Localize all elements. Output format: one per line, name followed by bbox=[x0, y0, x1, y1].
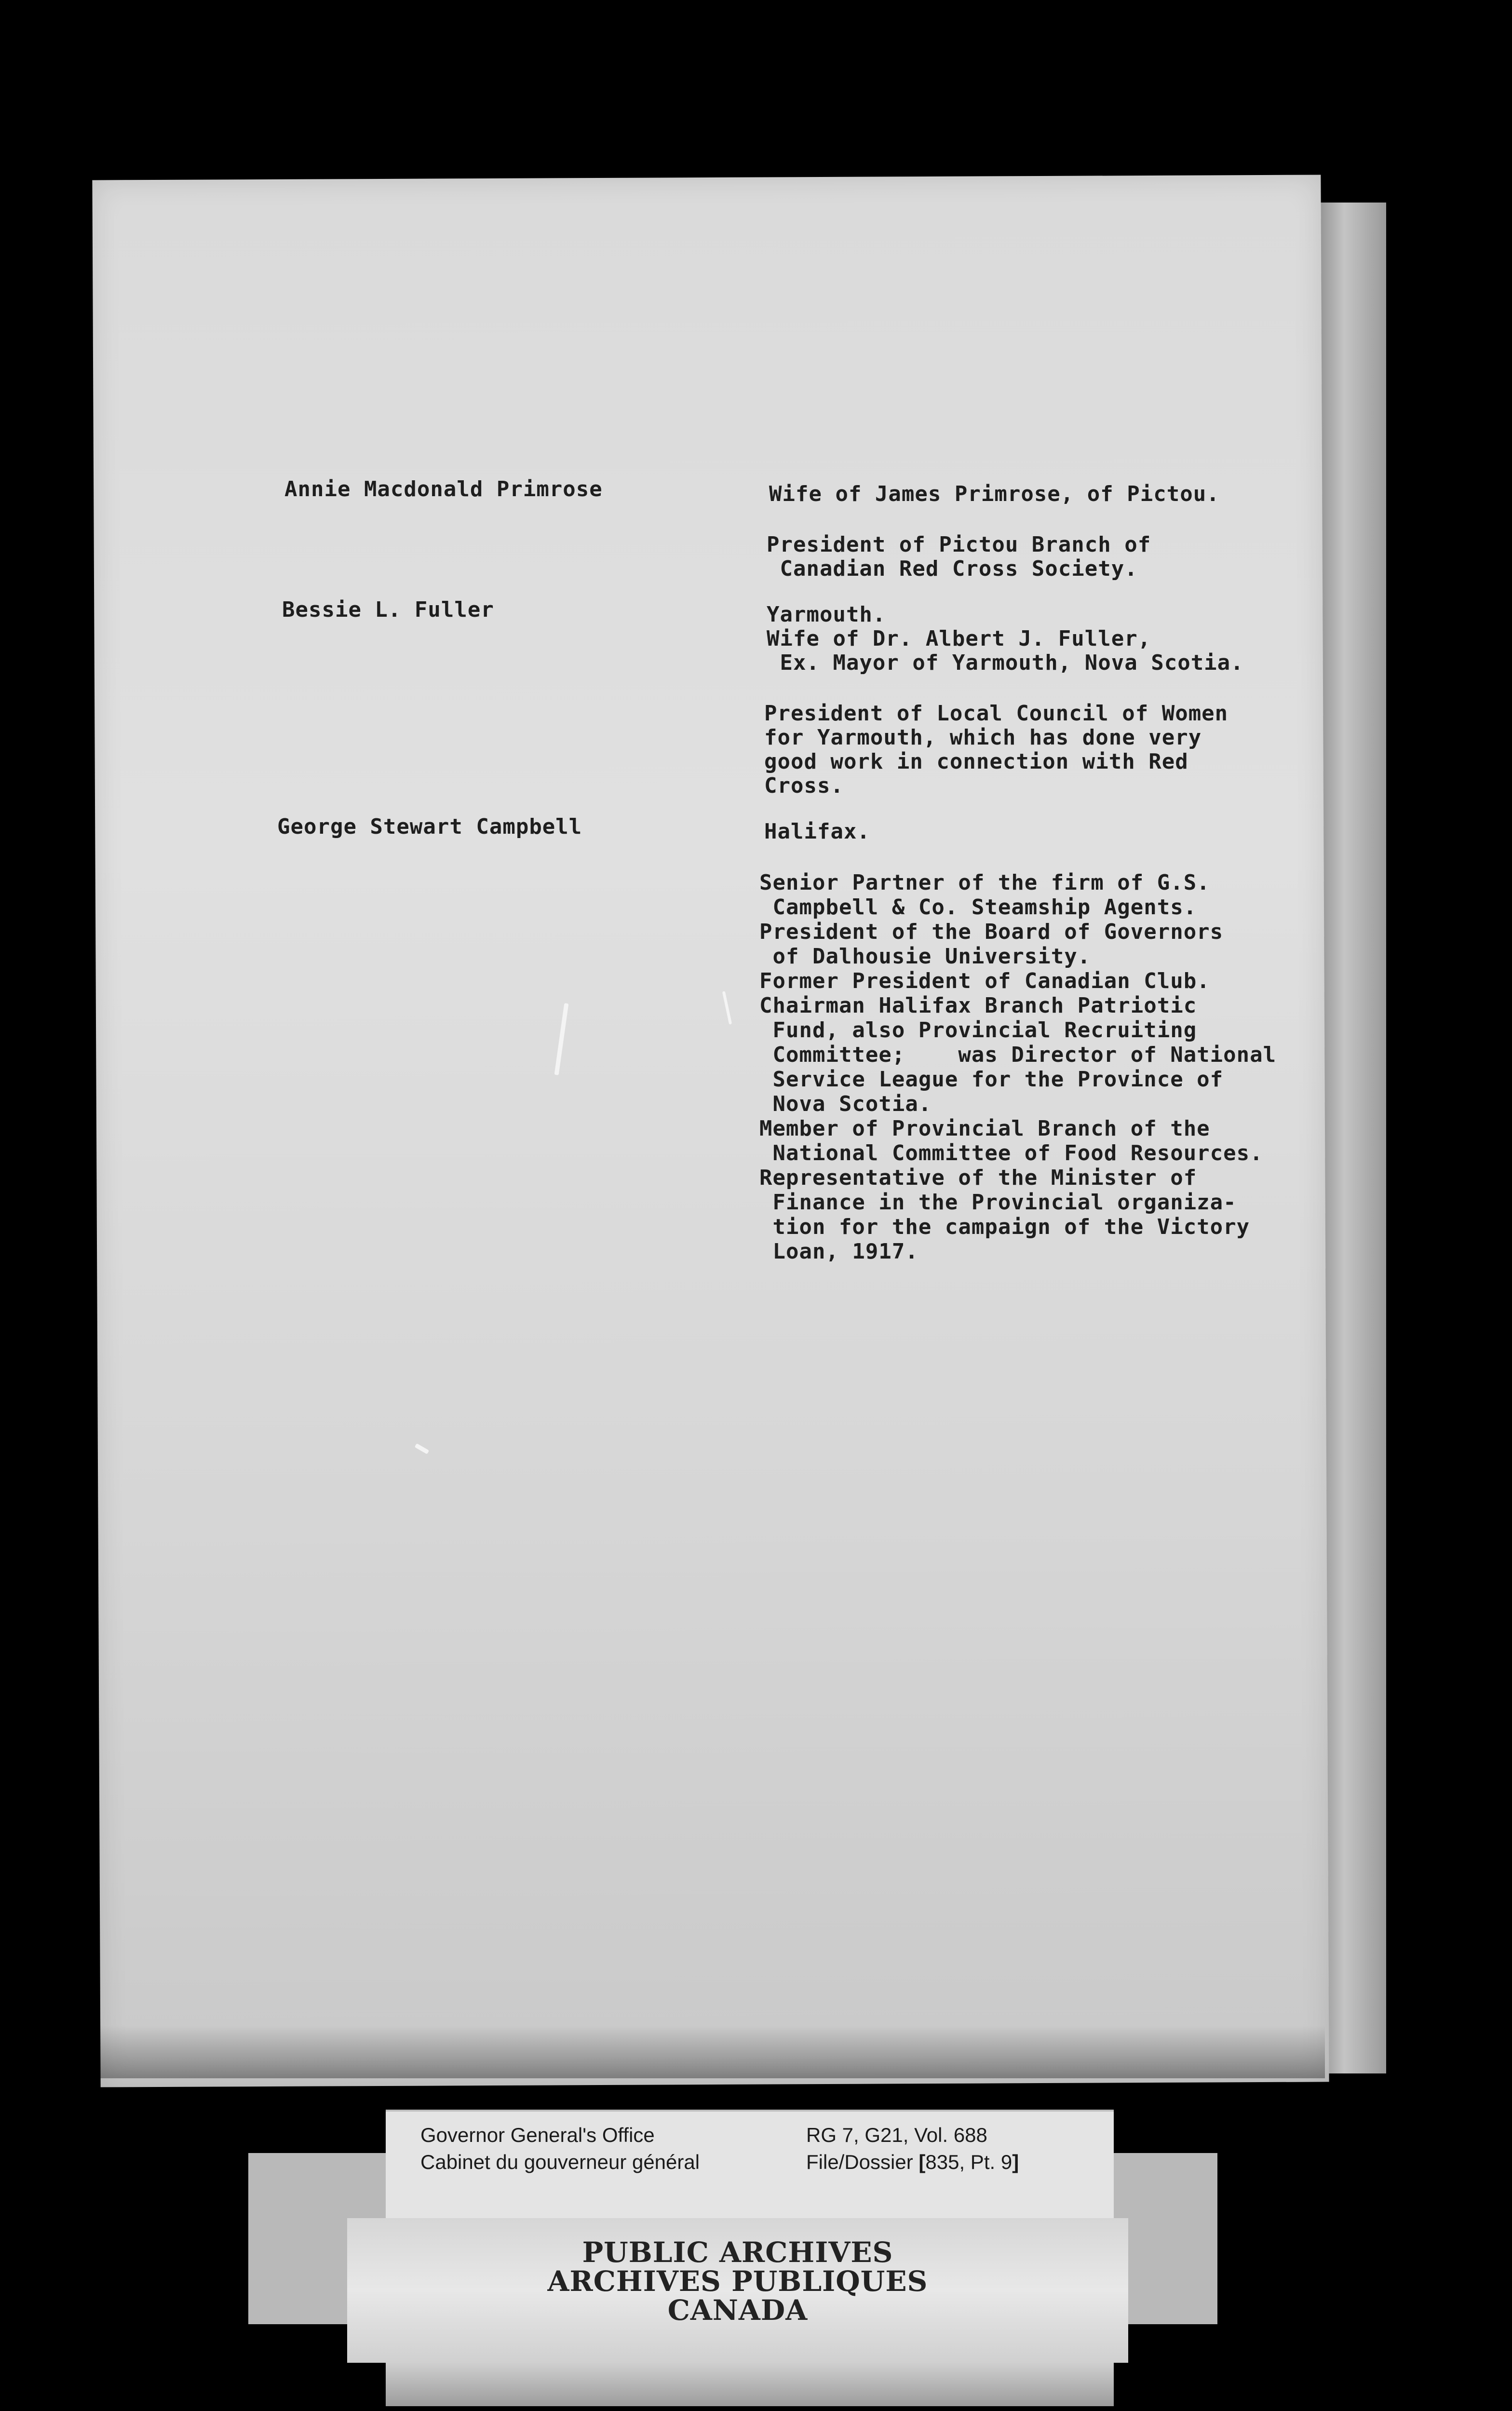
stamp-line-2: ARCHIVES PUBLIQUES bbox=[547, 2265, 928, 2298]
entry-detail-primrose-2: President of Pictou Branch of Canadian Red Cross Society. bbox=[767, 532, 1151, 581]
office-english: Governor General's Office bbox=[420, 2124, 655, 2146]
entry-detail-campbell-1: Halifax. bbox=[764, 819, 870, 844]
office-french: Cabinet du gouverneur général bbox=[420, 2151, 700, 2173]
card-foot bbox=[386, 2363, 1114, 2406]
entry-detail-fuller-1: Yarmouth. Wife of Dr. Albert J. Fuller, Ex. Mayor of Yarmouth, Nova Scotia. bbox=[767, 602, 1244, 675]
archives-stamp bbox=[347, 2218, 1128, 2363]
holder-right bbox=[1114, 2153, 1217, 2324]
stamp-line-1: PUBLIC ARCHIVES bbox=[582, 2236, 893, 2269]
file-dossier bbox=[806, 2149, 1019, 2175]
page-shadow bbox=[96, 2025, 1325, 2078]
bracket-close: ] bbox=[1012, 2151, 1019, 2173]
archive-label bbox=[386, 2110, 1114, 2227]
bracket-open: [ bbox=[918, 2151, 926, 2173]
archive-reference: RG 7, G21, Vol. 688 bbox=[806, 2124, 987, 2146]
file-label: File/Dossier bbox=[806, 2151, 913, 2173]
entry-name-primrose: Annie Macdonald Primrose bbox=[284, 477, 603, 501]
entry-name-fuller: Bessie L. Fuller bbox=[282, 597, 494, 622]
file-number: 835, Pt. 9 bbox=[925, 2151, 1012, 2173]
entry-detail-fuller-2: President of Local Council of Women for Yarmouth, which has done very good work in connection with Red Cross. bbox=[764, 701, 1228, 798]
stamp-line-3: CANADA bbox=[667, 2294, 808, 2327]
entry-detail-primrose-1: Wife of James Primrose, of Pictou. bbox=[769, 482, 1220, 506]
entry-detail-campbell-2: Senior Partner of the firm of G.S. Campbell & Co. Steamship Agents. President of the Board of Governors of Dalhousie University. Former President of Canadian Club. Chairman Halifax Branch Patriotic Fund, also Provincial Recruiting Committee; was Director of National Service League for the Province of Nova Scotia. Member of Provincial Branch of the National Committee of Food Resources. Representative of the Minister of Finance in the Provincial organiza- tion for the campaign of the Victory Loan, 1917. bbox=[759, 870, 1277, 1264]
entry-name-campbell: George Stewart Campbell bbox=[277, 814, 582, 839]
